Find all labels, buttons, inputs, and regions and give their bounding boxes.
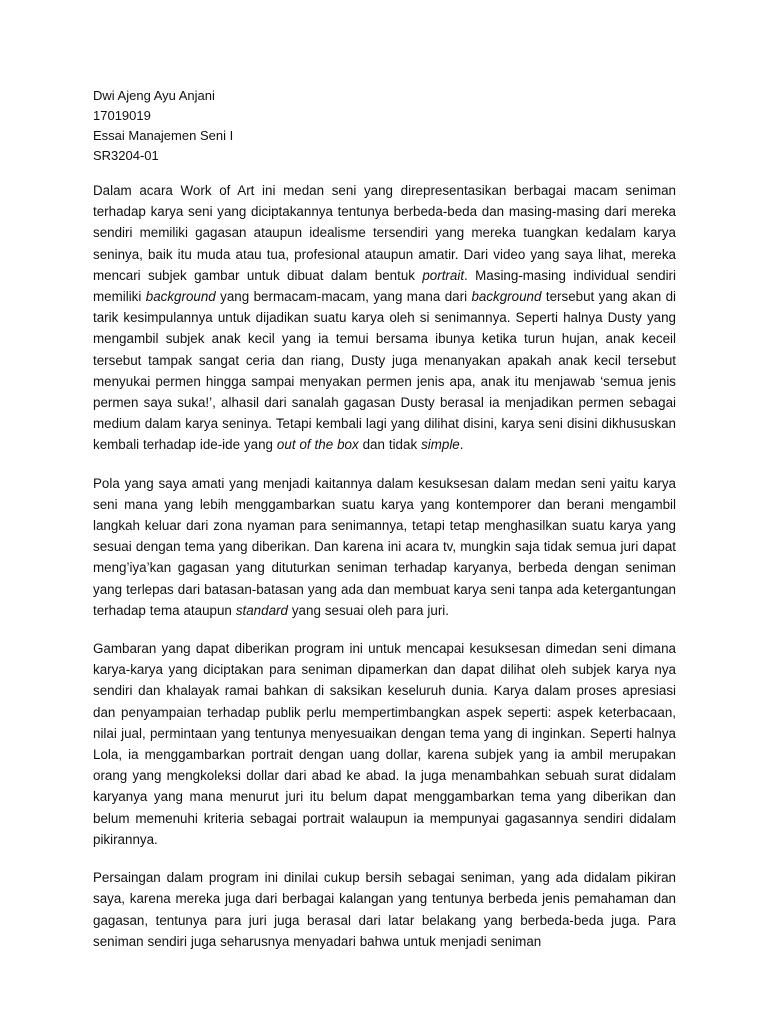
text-run: Gambaran yang dapat diberikan program ini untuk mencapai kesuksesan dimedan seni dimana karya-karya yang diciptakan para seniman dipamerkan dan dapat dilihat oleh subjek karya nya sendiri dan khalayak ramai bahkan di saksikan keseluruh dunia. Karya dalam proses apresiasi dan penyampaian terhadap publik perlu mempertimbangkan aspek seperti: aspek keterbacaan, nilai jual, permintaan yang tentunya menyesuaikan dengan tema yang di inginkan. Seperti halnya Lola, ia menggambarkan portrait dengan uang dollar, karena subjek yang ia ambil merupakan orang yang mengkoleksi dollar dari abad ke abad. Ia juga menambahkan sebuah surat didalam karyanya yang mana menurut juri itu belum dapat menggambarkan tema yang diberikan dan belum memenuhi kriteria sebagai portrait walaupun ia mempunyai gagasannya sendiri didalam pikirannya.	[93, 641, 676, 847]
paragraph-4	[93, 867, 676, 952]
author-header	[93, 86, 676, 166]
paragraph-3	[93, 638, 676, 850]
author-name: Dwi Ajeng Ayu Anjani	[93, 88, 215, 103]
essay-body	[93, 180, 676, 952]
text-run: Persaingan dalam program ini dinilai cukup bersih sebagai seniman, yang ada didalam pikiran saya, karena mereka juga dari berbagai kalangan yang tentunya berbeda jenis pemahaman dan gagasan, tentunya para juri juga berasal dari latar belakang yang berbeda-beda juga. Para seniman sendiri juga seharusnya menyadari bahwa untuk menjadi seniman	[93, 870, 676, 949]
italic-term: standard	[235, 602, 288, 618]
italic-term: portrait	[422, 267, 465, 283]
italic-term: simple	[421, 437, 460, 453]
course-title: Essai Manajemen Seni I	[93, 128, 234, 143]
italic-term: background	[471, 289, 542, 305]
class-code: SR3204-01	[93, 148, 159, 163]
student-id: 17019019	[93, 108, 151, 123]
text-run: dan tidak	[358, 437, 422, 453]
paragraph-1	[93, 180, 676, 456]
text-run: tersebut yang akan di tarik kesimpulannya untuk dijadikan suatu karya oleh si senimannya. Seperti halnya Dusty yang mengambil subjek anak kecil yang ia temui bersama ibunya ketika turun hujan, anak keceil tersebut tampak sangat ceria dan riang, Dusty juga menanyakan apakah anak kecil tersebut menyukai permen hingga sampai menyakan permen jenis apa, anak itu menjawab ‘semua jenis permen saya suka!’, alhasil dari sanalah gagasan Dusty berasal ia menjadikan permen sebagai medium dalam karya seninya. Tetapi kembali lagi yang dilihat disini, karya seni disini dikhususkan kembali terhadap ide-ide yang	[93, 289, 676, 453]
text-run: yang sesuai oleh para juri.	[287, 602, 449, 618]
text-run: yang bermacam-macam, yang mana dari	[215, 289, 472, 305]
italic-term: background	[145, 289, 216, 305]
text-run: . Masing-masing individual sendiri memiliki	[93, 267, 676, 305]
paragraph-2	[93, 473, 676, 621]
italic-term: out of the box	[276, 437, 359, 453]
text-run: .	[459, 437, 464, 453]
text-run: Pola yang saya amati yang menjadi kaitannya dalam kesuksesan dalam medan seni yaitu karya seni mana yang lebih menggambarkan suatu karya yang kontemporer dan berani mengambil langkah keluar dari zona nyaman para senimannya, tetapi tetap menghasilkan suatu karya yang sesuai dengan tema yang diberikan. Dan karena ini acara tv, mungkin saja tidak semua juri dapat meng’iya’kan gagasan yang dituturkan seniman terhadap karyanya, berbeda dengan seniman yang terlepas dari batasan-batasan yang ada dan membuat karya seni tanpa ada ketergantungan terhadap tema ataupun	[93, 475, 676, 618]
text-run: Dalam acara Work of Art ini medan seni yang direpresentasikan berbagai macam seniman terhadap karya seni yang diciptakannya tentunya berbeda-beda dan masing-masing dari mereka sendiri memiliki gagasan ataupun idealisme tersendiri yang mereka tuangkan kedalam karya seninya, baik itu muda atau tua, profesional ataupun amatir. Dari video yang saya lihat, mereka mencari subjek gambar untuk dibuat dalam bentuk	[93, 183, 676, 283]
